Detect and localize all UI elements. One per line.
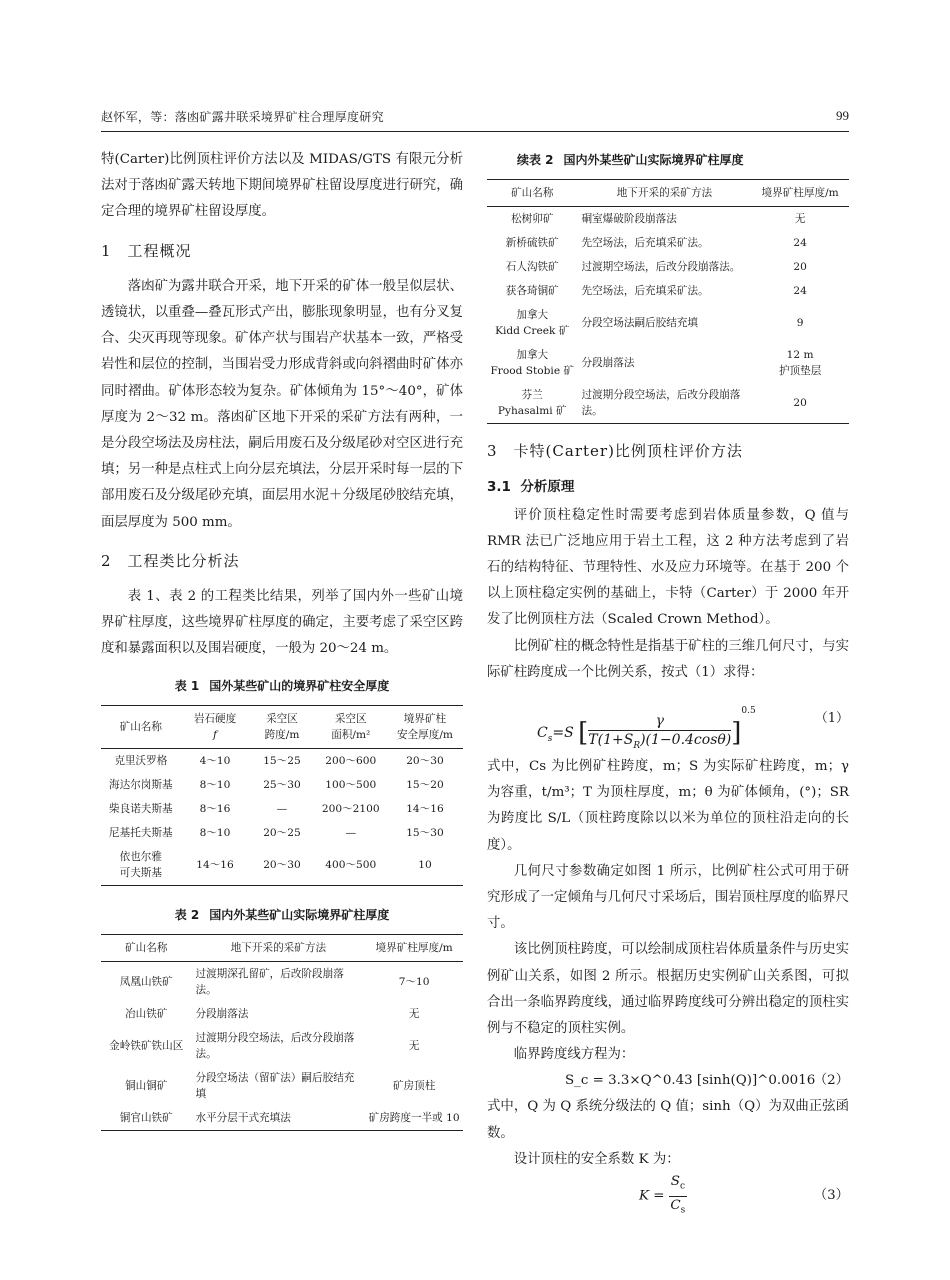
eq3-num-sub: c [679, 1181, 685, 1192]
table-cell: 25～30 [263, 778, 301, 791]
table-cell: 凤凰山铁矿 [119, 976, 173, 989]
section-1-paragraph: 落凼矿为露井联合开采，地下开采的矿体一般呈似层状、透镜状，以重叠—叠瓦形式产出，膨胀现象明显，也有分叉复合、尖灭再现等现象。矿体产状与围岩产状基本一致，严格受岩性和层位的控制，当围岩受力形成背斜或向斜褶曲时矿体亦同时褶曲。矿体形态较为复杂。矿体倾角为 15°～40°，矿体厚度为 2～32 m。落凼矿区地下开采的采矿方法有两种，一是分段空场法及房柱法，嗣后用废石及分级尾砂对空区进行充填；另一种是点柱式上向分层充填法，分层开采时每一层的下部用废石及分级尾砂充填，面层用水泥＋分级尾砂胶结充填，面层厚度为 500 mm。 [101, 278, 463, 530]
cell-line: 可夫斯基 [119, 866, 162, 879]
table-2-continued [487, 179, 849, 424]
table-2-title: 国内外某些矿山实际境界矿柱厚度 [209, 907, 390, 922]
eq3-den-sub: s [680, 1205, 686, 1216]
table-cell [101, 845, 181, 886]
section-2-number: 2 [101, 551, 112, 570]
table-cell: 8～16 [199, 802, 231, 815]
table-cell [487, 303, 578, 343]
table-row [487, 343, 849, 383]
eq3-fraction [669, 1173, 687, 1219]
table-cell: 分段空场法嗣后胶结充填 [581, 317, 699, 330]
equation-2 [487, 1068, 849, 1094]
table-row [487, 303, 849, 343]
section-2-paragraph: 表 1、表 2 的工程类比结果，列举了国内外一些矿山境界矿柱厚度，这些境界矿柱厚度的确定，主要考虑了采空区跨度和暴露面积以及围岩硬度，一般为 20～24 m。 [101, 589, 463, 657]
table-cell: 过渡期空场法，后改分段崩落法。 [581, 261, 741, 274]
table-cell: 8～10 [199, 778, 231, 791]
cell-line: 芬兰 [521, 389, 543, 402]
table-cell: 海达尔岗斯基 [109, 778, 173, 791]
header-line: 岩石硬度 [193, 712, 237, 725]
eq3-num: S [670, 1174, 680, 1190]
section-3-title: 卡特(Carter)比例顶柱评价方法 [513, 442, 743, 461]
table-header-row [101, 935, 463, 962]
table-cell: 200～2100 [321, 802, 380, 815]
eq1-den-a: T(1+S [588, 731, 634, 748]
table-row [487, 383, 849, 424]
eq1-lhs-sub: s [547, 733, 553, 744]
eq1-denominator [588, 731, 731, 755]
paragraph-critical-span: 该比例顶柱跨度，可以绘制成顶柱岩体质量条件与历史实例矿山关系，如图 2 所示。根据历史实例矿山关系图，可拟合出一条临界跨度线，通过临界跨度线可分辨出稳定的顶柱实例与不稳定的顶柱实例。 [487, 942, 849, 1037]
table-header-cell: 矿山名称 [125, 942, 168, 955]
header-line: 安全厚度/m [396, 728, 453, 741]
table-cell: 8～10 [199, 826, 231, 839]
table-cell: 9 [796, 317, 804, 330]
table-header-cell [249, 705, 314, 748]
table-header-cell: 地下开采的采矿方法 [230, 942, 327, 955]
equation-2-number: （2） [813, 1073, 849, 1089]
eq3-lhs: K = [639, 1188, 665, 1204]
table-header-row [101, 705, 463, 748]
paragraph-analysis-1: 评价顶柱稳定性时需要考虑到岩体质量参数，Q 值与 RMR 法已广泛地应用于岩土工程，这 2 种方法考虑到了岩石的结构特征、节理特性、水及应力环境等。在基于 200 个以上顶柱稳定实例的基础上，卡特（Carter）于 2000 年开发了比例顶柱方法（Scaled Crown Method）。 [487, 507, 849, 628]
paragraph-eq2-definitions: 式中，Q 为 Q 系统分级法的 Q 值；sinh（Q）为双曲正弦函数。 [487, 1099, 849, 1141]
section-3-heading [487, 438, 849, 464]
table-cell: 15～30 [406, 826, 444, 839]
table-cell: 无 [408, 1040, 420, 1053]
table-cell: 7～10 [398, 976, 430, 989]
cell-line: 加拿大 [516, 349, 549, 362]
table-row [101, 797, 463, 821]
table-row [101, 773, 463, 797]
table-cell: 24 [793, 285, 807, 298]
subsection-3-1-title: 分析原理 [520, 479, 575, 496]
table-cell: 15～25 [263, 754, 301, 767]
table-row [487, 255, 849, 279]
table-cell: 14～16 [406, 802, 444, 815]
table-cell: 过渡期分段空场法，后改分段崩落法。 [581, 389, 741, 418]
table-cell: 24 [793, 237, 807, 250]
eq3-numerator [669, 1173, 687, 1197]
eq1-eq: =S [552, 725, 574, 742]
table-row [487, 231, 849, 255]
table-cell: 冶山铁矿 [125, 1008, 168, 1021]
table-row [487, 279, 849, 303]
table-cell: 过渡期深孔留矿，后改阶段崩落法。 [195, 968, 344, 997]
table-2-caption [101, 902, 463, 928]
equation-2-expression: S_c = 3.3×Q^0.43 [sinh(Q)]^0.0016 [565, 1073, 816, 1089]
table-cell: 石人沟铁矿 [505, 261, 559, 274]
table-cell: 松树卯矿 [511, 213, 554, 226]
header-line: f [213, 728, 217, 741]
table-cell: 尼基托夫斯基 [109, 826, 173, 839]
table-2-continued-caption [517, 147, 849, 173]
table-cell: 10 [418, 858, 432, 871]
table-row [101, 821, 463, 845]
table-cell: 柴良诺夫斯基 [109, 802, 173, 815]
table-cell: 无 [794, 213, 806, 226]
table-cell: 过渡期分段空场法，后改分段崩落法。 [195, 1032, 355, 1061]
table-2-continued-label: 续表 2 [517, 153, 554, 167]
table-header-cell: 境界矿柱厚度/m [761, 187, 839, 200]
table-cell: 金岭铁矿铁山区 [109, 1040, 184, 1053]
eq1-exponent: 0.5 [741, 706, 756, 717]
table-row [487, 207, 849, 232]
table-cell [751, 343, 849, 383]
cell-line: Kidd Creek 矿 [495, 325, 570, 338]
table-row [101, 748, 463, 773]
table-cell: — [276, 802, 288, 815]
paragraph-geometry: 几何尺寸参数确定如图 1 所示，比例矿柱公式可用于研究形成了一定倾角与几何尺寸采场后，围岩顶柱厚度的临界尺寸。 [487, 863, 849, 932]
table-header-cell: 矿山名称 [511, 187, 554, 200]
cell-line: Pyhasalmi 矿 [497, 405, 567, 418]
table-header-cell: 矿山名称 [119, 720, 162, 733]
section-2-heading [101, 548, 463, 574]
section-1-heading [101, 238, 463, 264]
equation-1 [487, 692, 849, 751]
left-column [101, 147, 463, 1131]
table-cell: 新桥硫铁矿 [505, 237, 559, 250]
table-cell: 水平分层干式充填法 [195, 1112, 291, 1125]
table-1-label: 表 1 [174, 678, 200, 693]
table-cell: 20 [793, 397, 807, 410]
cell-line: Frood Stobie 矿 [490, 365, 575, 378]
table-header-cell: 地下开采的采矿方法 [616, 187, 713, 200]
table-2-continued-title: 国内外某些矿山实际境界矿柱厚度 [563, 153, 744, 167]
table-row [101, 1026, 463, 1066]
intro-paragraph: 特(Carter)比例顶柱评价方法以及 MIDAS/GTS 有限元分析法对于落凼矿露天转地下期间境界矿柱留设厚度进行研究，确定合理的境界矿柱留设厚度。 [101, 152, 463, 220]
table-cell [487, 383, 578, 424]
table-cell: 先空场法，后充填采矿法。 [581, 285, 709, 298]
table-cell: — [345, 826, 357, 839]
table-cell: 获各琦铜矿 [505, 285, 559, 298]
table-cell: 矿房跨度一半或 10 [368, 1112, 460, 1125]
equation-3-expression [639, 1173, 687, 1219]
table-cell: 200～600 [325, 754, 377, 767]
table-cell: 14～16 [196, 858, 234, 871]
table-row [101, 1066, 463, 1106]
table-cell: 20～25 [263, 826, 301, 839]
eq1-den-b: )(1−0.4cosθ) [640, 731, 732, 748]
equation-3 [487, 1173, 849, 1219]
equation-1-number: （1） [814, 711, 849, 727]
eq1-fraction [588, 712, 731, 755]
table-header-cell [387, 705, 463, 748]
table-row [101, 845, 463, 886]
table-cell: 无 [408, 1008, 420, 1021]
header-line: 跨度/m [264, 728, 300, 741]
header-line: 采空区 [334, 712, 367, 725]
eq3-den: C [670, 1197, 681, 1213]
table-cell: 铜官山铁矿 [119, 1112, 173, 1125]
header-line: 采空区 [266, 712, 298, 725]
cell-line: 加拿大 [516, 309, 549, 322]
equation-3-number: （3） [813, 1188, 849, 1204]
table-cell: 矿房顶柱 [392, 1080, 436, 1093]
paragraph-critical-line: 临界跨度线方程为： [513, 1047, 635, 1063]
table-cell: 4～10 [199, 754, 231, 767]
table-row [101, 1002, 463, 1026]
eq3-denominator [669, 1197, 687, 1220]
eq1-den-sub: R [633, 740, 641, 751]
equation-1-expression: $C_s=S$ [ $\frac{\gamma}{T(1+S_R)(1-0.4\cos\theta)}$ ]$^{0.5}$ [537, 698, 756, 754]
table-header-row [487, 180, 849, 207]
table-cell: 分段空场法（留矿法）嗣后胶结充填 [195, 1072, 355, 1101]
section-3-number: 3 [487, 442, 498, 461]
table-cell [487, 343, 578, 383]
table-2 [101, 934, 463, 1131]
paragraph-safety-factor: 设计顶柱的安全系数 K 为： [513, 1151, 680, 1167]
cell-line: 护顶垫层 [778, 365, 822, 378]
table-cell: 克里沃罗格 [114, 754, 168, 767]
header-line: 境界矿柱 [403, 712, 447, 725]
table-cell: 100～500 [325, 778, 377, 791]
table-cell: 铜山铜矿 [125, 1080, 168, 1093]
table-cell: 15～20 [406, 778, 444, 791]
table-2-label: 表 2 [174, 907, 200, 922]
table-header-cell: 境界矿柱厚度/m [375, 942, 453, 955]
paragraph-analysis-2: 比例矿柱的概念特性是指基于矿柱的三维几何尺寸，与实际矿柱跨度成一个比例关系，按式（1）求得： [487, 638, 849, 680]
table-cell: 20～30 [263, 858, 301, 871]
cell-line: 依也尔雅 [119, 850, 162, 863]
table-header-cell [315, 705, 387, 748]
eq1-numerator: γ [588, 712, 731, 731]
subsection-3-1-heading [487, 474, 849, 500]
table-row [101, 1106, 463, 1131]
table-1 [101, 705, 463, 886]
paragraph-eq1-definitions: 式中，Cs 为比例矿柱跨度，m；S 为实际矿柱跨度，m；γ 为容重，t/m³；T 为顶柱厚度，m；θ 为矿体倾角，(°)；SR 为跨度比 S/L（顶柱跨度除以以米为单位的顶柱沿走向的长度）。 [487, 759, 849, 853]
table-1-title: 国外某些矿山的境界矿柱安全厚度 [209, 678, 390, 693]
table-cell: 20～30 [406, 754, 444, 767]
table-cell: 分段崩落法 [581, 357, 635, 370]
table-cell: 20 [793, 261, 807, 274]
section-1-title: 工程概况 [127, 241, 192, 260]
table-cell: 400～500 [325, 858, 377, 871]
cell-line: 12 m [786, 349, 814, 362]
running-title: 赵怀军，等：落凼矿露井联采境界矿柱合理厚度研究 [101, 110, 384, 124]
table-header-cell [181, 705, 250, 748]
table-cell: 硐室爆破阶段崩落法 [581, 213, 677, 226]
table-cell: 分段崩落法 [195, 1008, 249, 1021]
right-column [487, 147, 849, 1219]
section-1-number: 1 [101, 241, 112, 260]
section-2-title: 工程类比分析法 [127, 551, 240, 570]
table-1-caption [101, 673, 463, 699]
subsection-3-1-number: 3.1 [487, 479, 511, 496]
running-header [101, 104, 849, 132]
header-line: 面积/m² [331, 728, 371, 741]
table-row [101, 962, 463, 1003]
page-number: 99 [836, 108, 849, 123]
eq1-lhs: C [537, 725, 548, 742]
table-cell: 先空场法，后充填采矿法。 [581, 237, 709, 250]
